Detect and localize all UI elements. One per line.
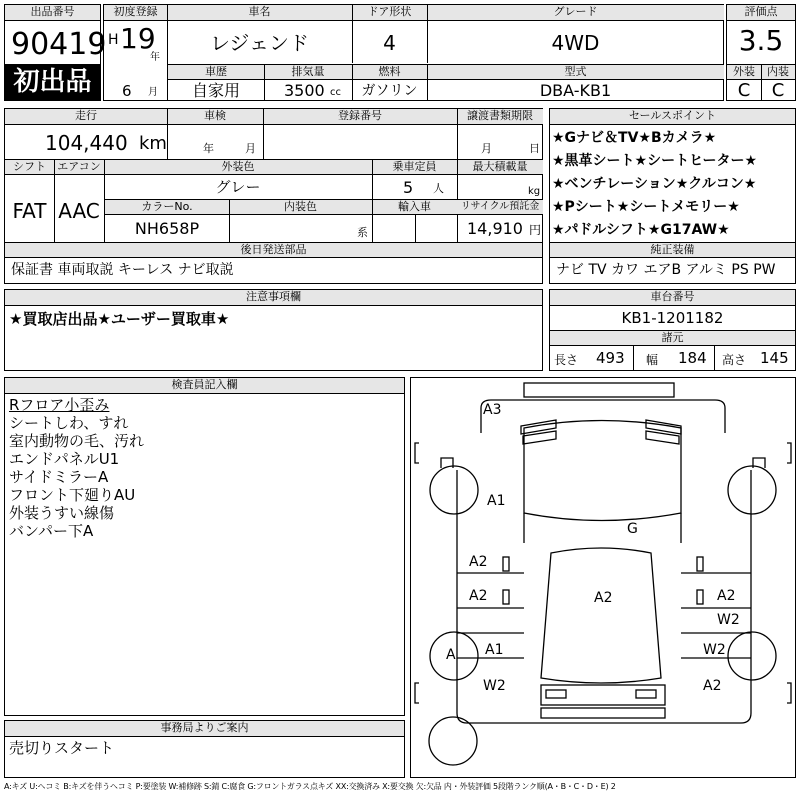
door-count: 4: [383, 31, 396, 55]
width-value: 184: [678, 349, 707, 367]
sales-points-box: [549, 108, 796, 284]
color-no-label: カラーNo.: [105, 200, 229, 215]
transfer-label: 譲渡書類期限: [457, 109, 543, 125]
score-box: [726, 4, 796, 101]
interior-label: 内装: [761, 65, 795, 80]
lot-number: 90419: [11, 27, 107, 62]
mark-left-wheel: A: [446, 647, 456, 663]
later-parts-value: 保証書 車両取説 キーレス ナビ取説: [11, 262, 234, 278]
mark-roof: G: [627, 521, 638, 537]
mark-right-lower-w2: W2: [703, 642, 726, 658]
load-unit: kg: [528, 186, 541, 197]
car-diagram: [410, 377, 796, 778]
mileage-label: 走行: [5, 109, 167, 125]
mark-right-w: W2: [717, 612, 740, 628]
office-label: 事務局よりご案内: [5, 721, 404, 737]
import-label: 輸入車: [372, 200, 457, 215]
car-name: レジェンド: [209, 31, 310, 55]
capacity-label: 乗車定員: [372, 160, 457, 175]
displacement-unit: cc: [330, 87, 341, 98]
history-label: 車歴: [168, 65, 264, 80]
caution-box: [4, 289, 543, 371]
model-code: DBA-KB1: [539, 81, 612, 100]
sales-point: ★ベンチレーション★クルコン★: [552, 176, 757, 192]
height-value: 145: [760, 349, 789, 367]
inspector-line: エンドパネルU1: [9, 450, 120, 468]
legend-text: A:キズ U:ヘコミ B:キズを伴うヘコミ P:要塗装 W:補修跡 S:錆 C:腐食 G:フロントガラス点キズ XX:交換済み X:要交換 欠:欠品 内・外装評価 5段階ランク順(A・B・C・D・E) 2: [4, 782, 616, 791]
office-text: 売切りスタート: [9, 739, 115, 757]
month-unit: 月: [148, 87, 158, 98]
interior-grade: C: [771, 80, 785, 101]
reg-era: H: [108, 32, 119, 48]
inspector-line: フロント下廻りAU: [9, 486, 136, 504]
recycle-label: リサイクル預託金: [457, 200, 543, 215]
exterior-label: 外装: [727, 65, 761, 80]
recycle-value: 14,910: [467, 219, 523, 238]
length-label: 長さ: [554, 353, 579, 367]
inspector-line: サイドミラーA: [9, 468, 109, 486]
inspector-box: [4, 377, 405, 716]
shift-value: FAT: [12, 199, 47, 223]
mark-left-front-door: A1: [487, 493, 506, 509]
width-label: 幅: [646, 353, 659, 367]
sales-label: セールスポイント: [550, 109, 795, 125]
grade-label: グレード: [427, 5, 724, 21]
shift-label: シフト: [5, 160, 54, 175]
door-label: ドア形状: [352, 5, 427, 21]
score-value: 3.5: [738, 24, 784, 57]
car-outline-svg: [411, 378, 795, 777]
capacity-value: 5: [403, 178, 414, 197]
reg-month: 6: [122, 82, 132, 100]
mark-hood: A2: [594, 590, 613, 606]
height-label: 高さ: [722, 353, 747, 367]
caution-label: 注意事項欄: [5, 290, 542, 306]
equipment-value: ナビ TV カワ エアB アルミ PS PW: [556, 262, 776, 278]
ac-value: AAC: [58, 199, 100, 223]
ac-label: エアコン: [54, 160, 104, 175]
mark-right-lower-a2: A2: [703, 678, 722, 694]
later-parts-label: 後日発送部品: [5, 243, 542, 258]
name-label: 車名: [167, 5, 352, 21]
equipment-label: 純正装備: [550, 243, 795, 258]
fuel-label: 燃料: [352, 65, 427, 80]
recycle-unit: 円: [529, 223, 542, 237]
inspector-line: Rフロア小歪み: [9, 396, 110, 414]
inspector-label: 検査員記入欄: [5, 378, 404, 394]
dims-label: 諸元: [550, 331, 795, 346]
mark-left-rear-door: A2: [469, 588, 488, 604]
displacement-value: 3500: [284, 81, 325, 100]
inspector-line: シートしわ、すれ: [9, 414, 129, 432]
mileage-unit: km: [139, 133, 167, 154]
displacement-label: 排気量: [264, 65, 352, 80]
first-listing-badge: [4, 64, 101, 101]
header-table: [103, 4, 724, 101]
inspection-month-unit: 月: [245, 142, 256, 155]
model-label: 型式: [427, 65, 724, 80]
sales-point: ★パドルシフト★G17AW★: [552, 222, 730, 238]
load-label: 最大積載量: [457, 160, 543, 175]
reg-year: 19: [120, 22, 156, 55]
exterior-grade: C: [737, 80, 751, 101]
length-value: 493: [596, 349, 625, 367]
inspection-year-unit: 年: [203, 142, 214, 155]
mark-right-fender: A2: [717, 588, 736, 604]
vehicle-details-table: [4, 108, 543, 284]
color-label: 外装色: [104, 160, 372, 175]
int-color-unit: 系: [357, 226, 368, 239]
reg-label: 初度登録: [104, 5, 167, 21]
mark-rear-top: A3: [483, 402, 502, 418]
grade-value: 4WD: [551, 31, 600, 55]
color-no-value: NH658P: [134, 219, 200, 238]
color-value: グレー: [215, 178, 261, 196]
year-unit: 年: [150, 52, 160, 63]
transfer-day-unit: 日: [529, 142, 540, 155]
sales-point: ★黒革シート★シートヒーター★: [552, 153, 758, 169]
int-color-label: 内装色: [229, 200, 372, 215]
plate-label: 登録番号: [263, 109, 457, 125]
chassis-label: 車台番号: [550, 290, 795, 306]
score-label: 評価点: [727, 5, 795, 21]
caution-text: ★買取店出品★ユーザー買取車★: [9, 310, 230, 328]
lot-label: 出品番号: [5, 5, 100, 21]
office-box: [4, 720, 405, 778]
mark-left-lower-a1: A1: [485, 642, 504, 658]
lot-box: [4, 4, 107, 65]
chassis-value: KB1-1201182: [621, 309, 724, 327]
history-value: 自家用: [191, 81, 240, 100]
sales-point: ★Pシート★シートメモリー★: [552, 199, 740, 215]
inspector-line: 外装うすい線傷: [9, 504, 115, 522]
mileage-value: 104,440: [45, 131, 128, 155]
capacity-unit: 人: [433, 182, 444, 195]
sales-point: ★Gナビ＆TV★Bカメラ★: [552, 130, 717, 146]
mark-left-fender-rear: A2: [469, 554, 488, 570]
transfer-month-unit: 月: [481, 142, 492, 155]
inspection-label: 車検: [167, 109, 263, 125]
mark-left-lower-w2: W2: [483, 678, 506, 694]
first-listing-text: 初出品: [13, 67, 92, 97]
chassis-box: [549, 289, 796, 371]
inspector-line: 室内動物の毛、汚れ: [9, 432, 145, 450]
fuel-value: ガソリン: [361, 83, 418, 99]
inspector-line: バンパー下A: [9, 522, 94, 540]
